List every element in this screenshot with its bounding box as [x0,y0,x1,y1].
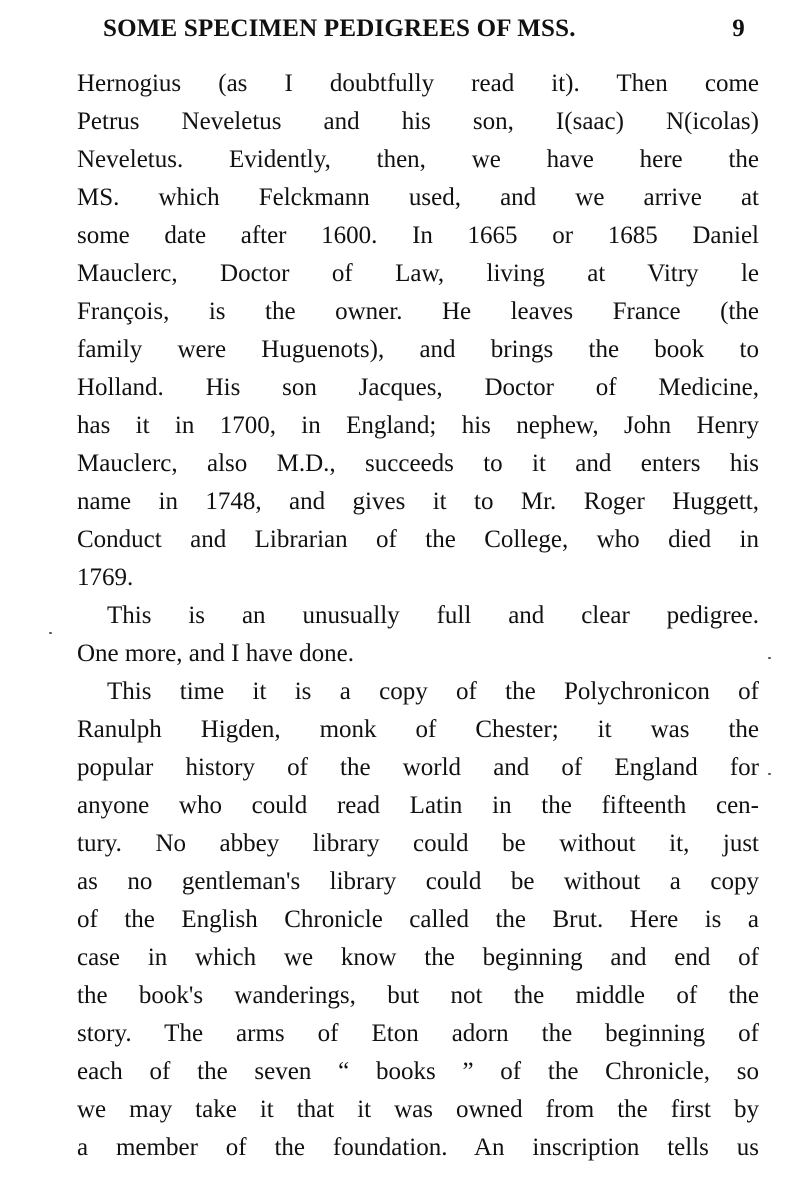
text-line: name in 1748, and gives it to Mr. Roger Huggett, [77,488,759,515]
text-line: Mauclerc, Doctor of Law, living at Vitry le [77,260,759,287]
text-line: Petrus Neveletus and his son, I(saac) N(icolas) [77,108,759,135]
text-line: family were Huguenots), and brings the book to [77,336,759,363]
body-text [77,65,759,1167]
scan-speck [768,773,771,775]
text-line: Neveletus. Evidently, then, we have here the [77,146,759,173]
text-line: story. The arms of Eton adorn the beginning of [77,1020,759,1047]
text-line: Mauclerc, also M.D., succeeds to it and enters his [77,450,759,477]
text-line: some date after 1600. In 1665 or 1685 Daniel [77,222,759,249]
text-line: This is an unusually full and clear pedigree. [107,602,759,629]
text-line: each of the seven “ books ” of the Chronicle, so [77,1058,759,1085]
text-line: as no gentleman's library could be without a copy [77,868,759,895]
text-line: of the English Chronicle called the Brut. Here is a [77,906,759,933]
text-line: the book's wanderings, but not the middle of the [77,982,759,1009]
scan-speck [768,657,771,659]
text-line: 1769. [77,564,134,591]
text-line: Hernogius (as I doubtfully read it). Then come [77,70,759,97]
text-line: case in which we know the beginning and end of [77,944,759,971]
text-line: has it in 1700, in England; his nephew, John Henry [77,412,759,439]
page-number: 9 [732,15,745,42]
text-line: Conduct and Librarian of the College, who died in [77,526,759,553]
text-line: This time it is a copy of the Polychronicon of [107,678,759,705]
text-line: anyone who could read Latin in the fifteenth cen- [77,792,759,819]
text-line: François, is the owner. He leaves France (the [77,298,759,325]
text-line: a member of the foundation. An inscription tells us [77,1134,759,1161]
text-line: One more, and I have done. [77,640,354,667]
text-line: Ranulph Higden, monk of Chester; it was the [77,716,759,743]
scan-speck [49,632,52,634]
text-line: tury. No abbey library could be without it, just [77,830,759,857]
running-head [103,12,763,46]
running-title: SOME SPECIMEN PEDIGREES OF MSS. [103,15,576,42]
text-line: popular history of the world and of England for [77,754,759,781]
text-line: Holland. His son Jacques, Doctor of Medicine, [77,374,759,401]
text-line: we may take it that it was owned from the first by [77,1096,759,1123]
text-line: MS. which Felckmann used, and we arrive at [77,184,759,211]
